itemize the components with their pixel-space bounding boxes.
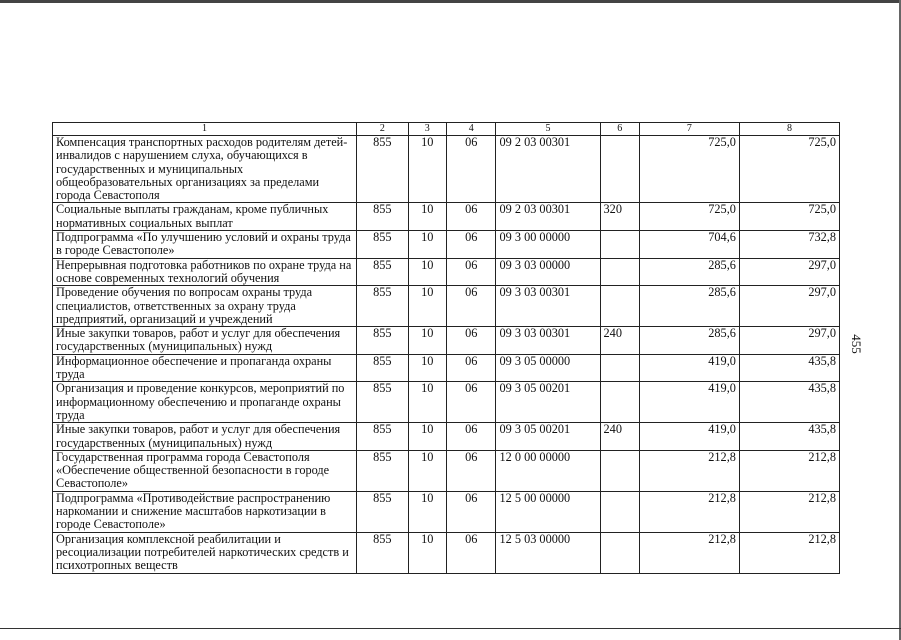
- row-amount-1-cell: 212,8: [639, 450, 739, 491]
- row-target-article-cell: 09 3 03 00000: [496, 258, 600, 286]
- row-section-cell: 10: [408, 532, 446, 573]
- row-amount-1-cell: 212,8: [639, 532, 739, 573]
- page-number: 455: [849, 334, 864, 354]
- row-subsection-cell: 06: [446, 491, 496, 532]
- row-subsection-cell: 06: [446, 450, 496, 491]
- row-target-article-cell: 09 3 05 00201: [496, 382, 600, 423]
- row-name-cell: Иные закупки товаров, работ и услуг для обеспечения государственных (муниципальных) нужд: [53, 327, 357, 355]
- row-amount-1-cell: 419,0: [639, 423, 739, 451]
- row-section-cell: 10: [408, 286, 446, 327]
- row-section-cell: 10: [408, 327, 446, 355]
- row-target-article-cell: 09 3 03 00301: [496, 327, 600, 355]
- row-grbs-cell: 855: [357, 327, 409, 355]
- row-amount-1-cell: 285,6: [639, 286, 739, 327]
- table-row: [53, 203, 840, 231]
- row-name-cell: Компенсация транспортных расходов родителям детей-инвалидов с нарушением слуха, обучающихся в государственных и муниципальных общеобразовательных организациях за пределами города Севастополя: [53, 136, 357, 203]
- row-amount-1-cell: 285,6: [639, 327, 739, 355]
- table-row: [53, 491, 840, 532]
- row-amount-1-cell: 419,0: [639, 354, 739, 382]
- row-section-cell: 10: [408, 491, 446, 532]
- scan-bottom-line: [0, 628, 901, 629]
- row-section-cell: 10: [408, 423, 446, 451]
- row-target-article-cell: 12 0 00 00000: [496, 450, 600, 491]
- table-row: [53, 327, 840, 355]
- row-expense-type-cell: 240: [600, 327, 639, 355]
- header-cell: 3: [408, 123, 446, 136]
- row-subsection-cell: 06: [446, 258, 496, 286]
- row-expense-type-cell: [600, 532, 639, 573]
- row-amount-2-cell: 297,0: [739, 327, 839, 355]
- table-header-row: [53, 123, 840, 136]
- row-grbs-cell: 855: [357, 532, 409, 573]
- row-section-cell: 10: [408, 258, 446, 286]
- row-subsection-cell: 06: [446, 203, 496, 231]
- row-name-cell: Государственная программа города Севастополя «Обеспечение общественной безопасности в городе Севастополе»: [53, 450, 357, 491]
- row-target-article-cell: 09 3 05 00201: [496, 423, 600, 451]
- row-name-cell: Социальные выплаты гражданам, кроме публичных нормативных социальных выплат: [53, 203, 357, 231]
- row-amount-1-cell: 419,0: [639, 382, 739, 423]
- row-name-cell: Непрерывная подготовка работников по охране труда на основе современных технологий обучения: [53, 258, 357, 286]
- row-expense-type-cell: [600, 354, 639, 382]
- row-name-cell: Подпрограмма «По улучшению условий и охраны труда в городе Севастополе»: [53, 231, 357, 259]
- row-name-cell: Иные закупки товаров, работ и услуг для обеспечения государственных (муниципальных) нужд: [53, 423, 357, 451]
- row-subsection-cell: 06: [446, 423, 496, 451]
- header-cell: 4: [446, 123, 496, 136]
- row-amount-2-cell: 212,8: [739, 450, 839, 491]
- row-expense-type-cell: [600, 136, 639, 203]
- header-cell: 2: [357, 123, 409, 136]
- row-grbs-cell: 855: [357, 423, 409, 451]
- row-grbs-cell: 855: [357, 231, 409, 259]
- row-subsection-cell: 06: [446, 136, 496, 203]
- row-expense-type-cell: 240: [600, 423, 639, 451]
- table-row: [53, 231, 840, 259]
- header-cell: 7: [639, 123, 739, 136]
- row-expense-type-cell: [600, 382, 639, 423]
- row-amount-2-cell: 732,8: [739, 231, 839, 259]
- row-section-cell: 10: [408, 354, 446, 382]
- header-cell: 1: [53, 123, 357, 136]
- table-row: [53, 382, 840, 423]
- budget-table: [52, 122, 840, 574]
- row-expense-type-cell: [600, 450, 639, 491]
- row-section-cell: 10: [408, 231, 446, 259]
- header-cell: 5: [496, 123, 600, 136]
- row-grbs-cell: 855: [357, 136, 409, 203]
- row-amount-2-cell: 725,0: [739, 203, 839, 231]
- table-row: [53, 423, 840, 451]
- row-name-cell: Проведение обучения по вопросам охраны труда специалистов, ответственных за охрану труда предприятий, организаций и учреждений: [53, 286, 357, 327]
- row-amount-2-cell: 212,8: [739, 532, 839, 573]
- row-grbs-cell: 855: [357, 258, 409, 286]
- row-subsection-cell: 06: [446, 382, 496, 423]
- table-row: [53, 354, 840, 382]
- row-target-article-cell: 09 2 03 00301: [496, 136, 600, 203]
- row-name-cell: Организация комплексной реабилитации и ресоциализации потребителей наркотических средств и психотропных веществ: [53, 532, 357, 573]
- table-row: [53, 258, 840, 286]
- row-section-cell: 10: [408, 450, 446, 491]
- table-row: [53, 286, 840, 327]
- row-subsection-cell: 06: [446, 532, 496, 573]
- row-name-cell: Информационное обеспечение и пропаганда охраны труда: [53, 354, 357, 382]
- table-row: [53, 532, 840, 573]
- row-section-cell: 10: [408, 382, 446, 423]
- row-amount-2-cell: 725,0: [739, 136, 839, 203]
- table-row: [53, 450, 840, 491]
- row-section-cell: 10: [408, 203, 446, 231]
- header-cell: 8: [739, 123, 839, 136]
- row-target-article-cell: 12 5 03 00000: [496, 532, 600, 573]
- row-expense-type-cell: 320: [600, 203, 639, 231]
- row-amount-1-cell: 725,0: [639, 136, 739, 203]
- header-cell: 6: [600, 123, 639, 136]
- row-expense-type-cell: [600, 231, 639, 259]
- row-grbs-cell: 855: [357, 286, 409, 327]
- row-amount-2-cell: 435,8: [739, 354, 839, 382]
- row-subsection-cell: 06: [446, 354, 496, 382]
- row-amount-1-cell: 725,0: [639, 203, 739, 231]
- row-name-cell: Подпрограмма «Противодействие распространению наркомании и снижение масштабов наркотизации в городе Севастополе»: [53, 491, 357, 532]
- row-amount-2-cell: 297,0: [739, 258, 839, 286]
- row-name-cell: Организация и проведение конкурсов, мероприятий по информационному обеспечению и пропаганде охраны труда: [53, 382, 357, 423]
- row-subsection-cell: 06: [446, 286, 496, 327]
- row-target-article-cell: 12 5 00 00000: [496, 491, 600, 532]
- row-expense-type-cell: [600, 286, 639, 327]
- table-row: [53, 136, 840, 203]
- row-amount-2-cell: 297,0: [739, 286, 839, 327]
- row-target-article-cell: 09 3 05 00000: [496, 354, 600, 382]
- row-amount-2-cell: 435,8: [739, 382, 839, 423]
- row-target-article-cell: 09 3 00 00000: [496, 231, 600, 259]
- row-grbs-cell: 855: [357, 491, 409, 532]
- row-amount-1-cell: 212,8: [639, 491, 739, 532]
- row-target-article-cell: 09 2 03 00301: [496, 203, 600, 231]
- row-grbs-cell: 855: [357, 382, 409, 423]
- row-expense-type-cell: [600, 491, 639, 532]
- row-subsection-cell: 06: [446, 327, 496, 355]
- row-amount-1-cell: 285,6: [639, 258, 739, 286]
- row-amount-2-cell: 212,8: [739, 491, 839, 532]
- table-body: [53, 136, 840, 574]
- row-grbs-cell: 855: [357, 203, 409, 231]
- row-target-article-cell: 09 3 03 00301: [496, 286, 600, 327]
- row-section-cell: 10: [408, 136, 446, 203]
- row-subsection-cell: 06: [446, 231, 496, 259]
- row-expense-type-cell: [600, 258, 639, 286]
- scan-top-edge: [0, 0, 901, 3]
- row-amount-1-cell: 704,6: [639, 231, 739, 259]
- row-grbs-cell: 855: [357, 450, 409, 491]
- row-amount-2-cell: 435,8: [739, 423, 839, 451]
- row-grbs-cell: 855: [357, 354, 409, 382]
